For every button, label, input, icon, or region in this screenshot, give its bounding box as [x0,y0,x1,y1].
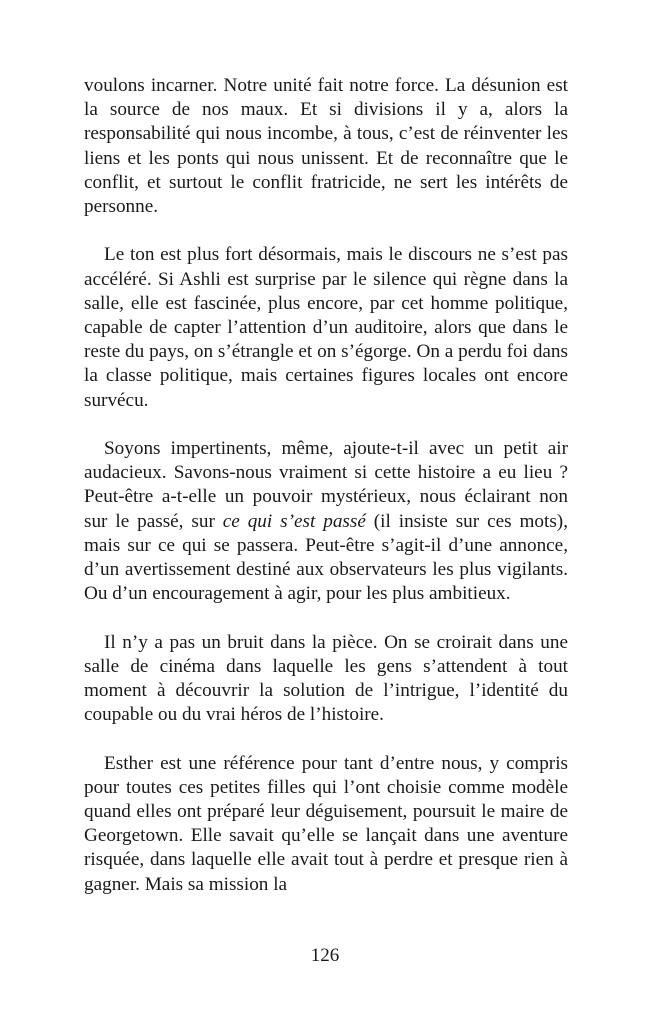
body-text [84,74,568,897]
paragraph-1: voulons incarner. Notre unité fait notre force. La désunion est la source de nos maux. Et si divisions il y a, alors la responsabilité qui nous incombe, à tous, c’est de réinventer les liens et les ponts qui nous unissent. Et de reconnaître que le conflit, et surtout le conflit fratricide, ne sert les intérêts de personne. [84,75,568,218]
paragraph-4: Il n’y a pas un bruit dans la pièce. On se croirait dans une salle de cinéma dans laquelle les gens s’attendent à tout moment à découvrir la solution de l’intrigue, l’identité du coupable ou du vrai héros de l’histoire. [84,631,568,726]
paragraph-3 [84,437,568,606]
paragraph-3-italic-phrase: ce qui s’est passé [222,510,366,532]
paragraph-3-text-end: (il insiste sur ces mots), mais sur ce qui se passera. Peut-être s’agit-il d’une annonce, d’un avertissement destiné aux observateurs les plus vigilants. Ou d’un encouragement à agir, pour les plus ambitieux. [84,510,568,605]
page-number: 126 [310,945,340,966]
paragraph-5: Esther est une référence pour tant d’entre nous, y compris pour toutes ces petites filles qui l’ont choisie comme modèle quand elles ont préparé leur déguisement, poursuit le maire de Georgetown. Elle savait qu’elle se lançait dans une aventure risquée, dans laquelle elle avait tout à perdre et presque rien à gagner. Mais sa mission la [84,752,568,895]
paragraph-2: Le ton est plus fort désormais, mais le discours ne s’est pas accéléré. Si Ashli est surprise par le silence qui règne dans la salle, elle est fascinée, plus encore, par cet homme politique, capable de capter l’attention d’un auditoire, alors que dans le reste du pays, on s’étrangle et on s’égorge. On a perdu foi dans la classe politique, mais certaines figures locales ont encore survécu. [84,244,568,411]
paragraph-3-text-start: Soyons impertinents, même, ajoute-t-il avec un petit air audacieux. Savons-nous vraiment si cette histoire a eu lieu ? Peut-être a-t-elle un pouvoir mystérieux, nous éclairant non sur le passé, sur [84,438,568,532]
